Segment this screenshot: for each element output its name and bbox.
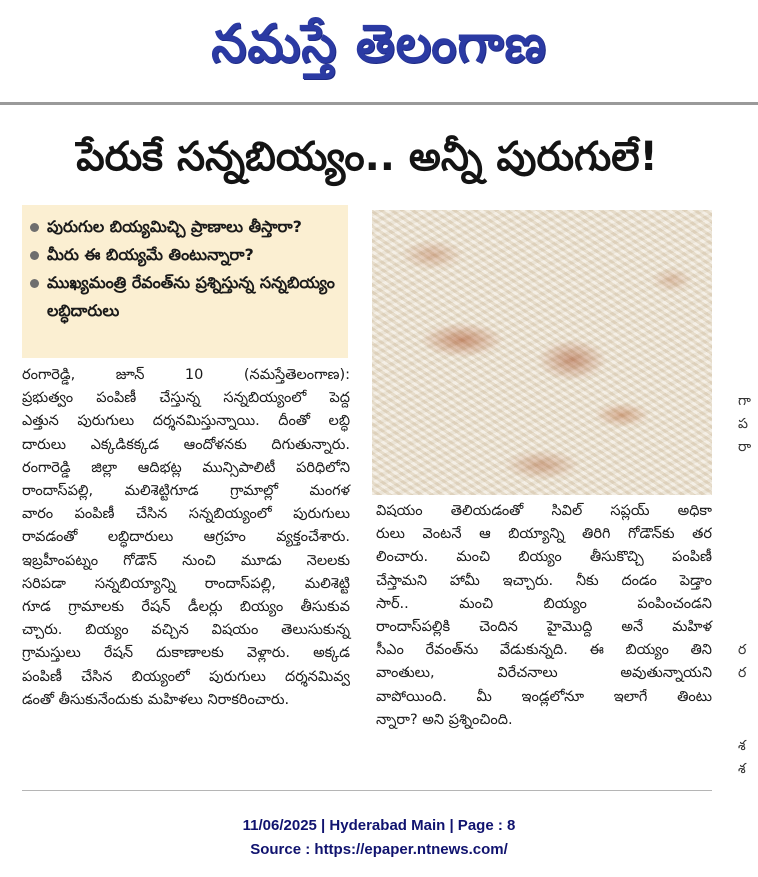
highlight-text: మీరు ఈ బియ్యమే తింటున్నారా? [47, 245, 254, 264]
body-line: రులు వెంటనే ఆ బియ్యాన్ని తిరిగి గోడౌన్‌కు తర [376, 526, 712, 543]
body-line: ఎత్తున పురుగులు దర్శనమిస్తున్నాయి. దీంతో లబ్ధి [22, 413, 350, 430]
footer-divider [22, 790, 712, 791]
body-line: విషయం తెలియడంతో సివిల్ సప్లయ్ అధికా [376, 503, 712, 519]
body-line: రాందాస్‌పల్లి, మలిశెట్టిగూడ గ్రామాల్లో మంగళ [22, 483, 350, 500]
article-headline: పేరుకే సన్నబియ్యం.. అన్నీ పురుగులే! [76, 134, 658, 180]
fragment-line: గా [738, 393, 751, 409]
body-line: వాపోయింది. మీ ఇండ్లలోనూ ఇలాగే తింటు [376, 688, 712, 705]
fragment-line: శ [738, 761, 746, 777]
rice-photo [372, 210, 712, 495]
adjacent-article-fragment [738, 240, 758, 800]
bullet-icon [30, 251, 39, 260]
article-body-left [22, 364, 350, 712]
body-line: డంతో తీసుకునేందుకు మహిళలు నిరాకరించారు. [22, 691, 290, 708]
body-line: రావడంతో లబ్ధిదారులు ఆగ్రహం వ్యక్తంచేశారు. [22, 529, 350, 546]
body-line: ఇబ్రహీంపట్నం గోడౌన్ నుంచి మూడు నెలలకు [22, 552, 350, 569]
fragment-line: ప [738, 416, 748, 432]
body-line: చ్చారు. బియ్యం వచ్చిన విషయం తెలుసుకున్న [22, 622, 350, 639]
body-line: పంపిణీ చేసిన బియ్యంలో పురుగులు దర్శనమివ్వ [22, 668, 350, 685]
body-line: చేస్తామని హామీ ఇచ్చారు. నీకు దండం పెడ్తాం [376, 572, 712, 589]
highlight-item [30, 241, 340, 269]
body-line: సార్.. మంచి బియ్యం పంపించండని [376, 595, 712, 612]
body-line: వాంతులు, విరేచనాలు అవుతున్నాయని [376, 665, 712, 682]
newspaper-logo: నమస్తే తెలంగాణ [211, 12, 547, 74]
highlight-item [30, 213, 340, 241]
body-line: రంగారెడ్డి జిల్లా ఆదిభట్ల మున్సిపాలిటీ పరిధిలోని [22, 459, 350, 476]
body-line: న్నారా? అని ప్రశ్నించింది. [376, 711, 513, 728]
masthead-divider [0, 102, 758, 105]
bullet-icon [30, 223, 39, 232]
body-line: గ్రామస్తులు రేషన్ దుకాణాలకు వెళ్లారు. అక్కడ [22, 645, 350, 662]
highlight-item [30, 269, 340, 325]
fragment-line: రా [738, 439, 752, 455]
body-line: సరిపడా సన్నబియ్యాన్ని రాందాస్‌పల్లి, మలిశెట్టి [22, 575, 350, 592]
bullet-icon [30, 279, 39, 288]
fragment-line: ర [738, 665, 747, 681]
masthead [0, 0, 758, 100]
body-line: వారం పంపిణీ చేసిన సన్నబియ్యంలో పురుగులు [22, 506, 350, 523]
body-line: దారులు ఎక్కడికక్కడ ఆందోళనకు దిగుతున్నారు. [22, 436, 350, 453]
fragment-line: ర [738, 642, 747, 658]
highlights-box [22, 205, 348, 358]
body-line: ప్రభుత్వం పంపిణీ చేస్తున్న సన్నబియ్యంలో పెద్ద [22, 390, 350, 407]
body-line: గూడ గ్రామాలకు రేషన్ డీలర్లు బియ్యం తీసుకువ [22, 599, 350, 616]
source-link[interactable]: Source : https://epaper.ntnews.com/ [250, 841, 508, 858]
highlight-text: పురుగుల బియ్యమిచ్చి ప్రాణాలు తీస్తారా? [47, 217, 302, 236]
body-line: రాందాస్‌పల్లికి చెందిన హైమొద్ది అనే మహిళ [376, 619, 712, 636]
edition-info: 11/06/2025 | Hyderabad Main | Page : 8 [242, 817, 516, 834]
page-footer [0, 814, 758, 862]
fragment-line: శ [738, 738, 746, 754]
body-line: రంగారెడ్డి, జూన్ 10 (నమస్తేతెలంగాణ): [22, 367, 350, 383]
article-body-right [376, 500, 712, 732]
body-line: లించారు. మంచి బియ్యం తీసుకొచ్చి పంపిణీ [376, 549, 712, 566]
body-line: సీఎం రేవంత్‌ను వేడుకున్నది. ఈ బియ్యం తిని [376, 642, 712, 659]
highlight-text: ముఖ్యమంత్రి రేవంత్‌ను ప్రశ్నిస్తున్న సన్నబియ్యం లబ్ధిదారులు [47, 273, 335, 320]
